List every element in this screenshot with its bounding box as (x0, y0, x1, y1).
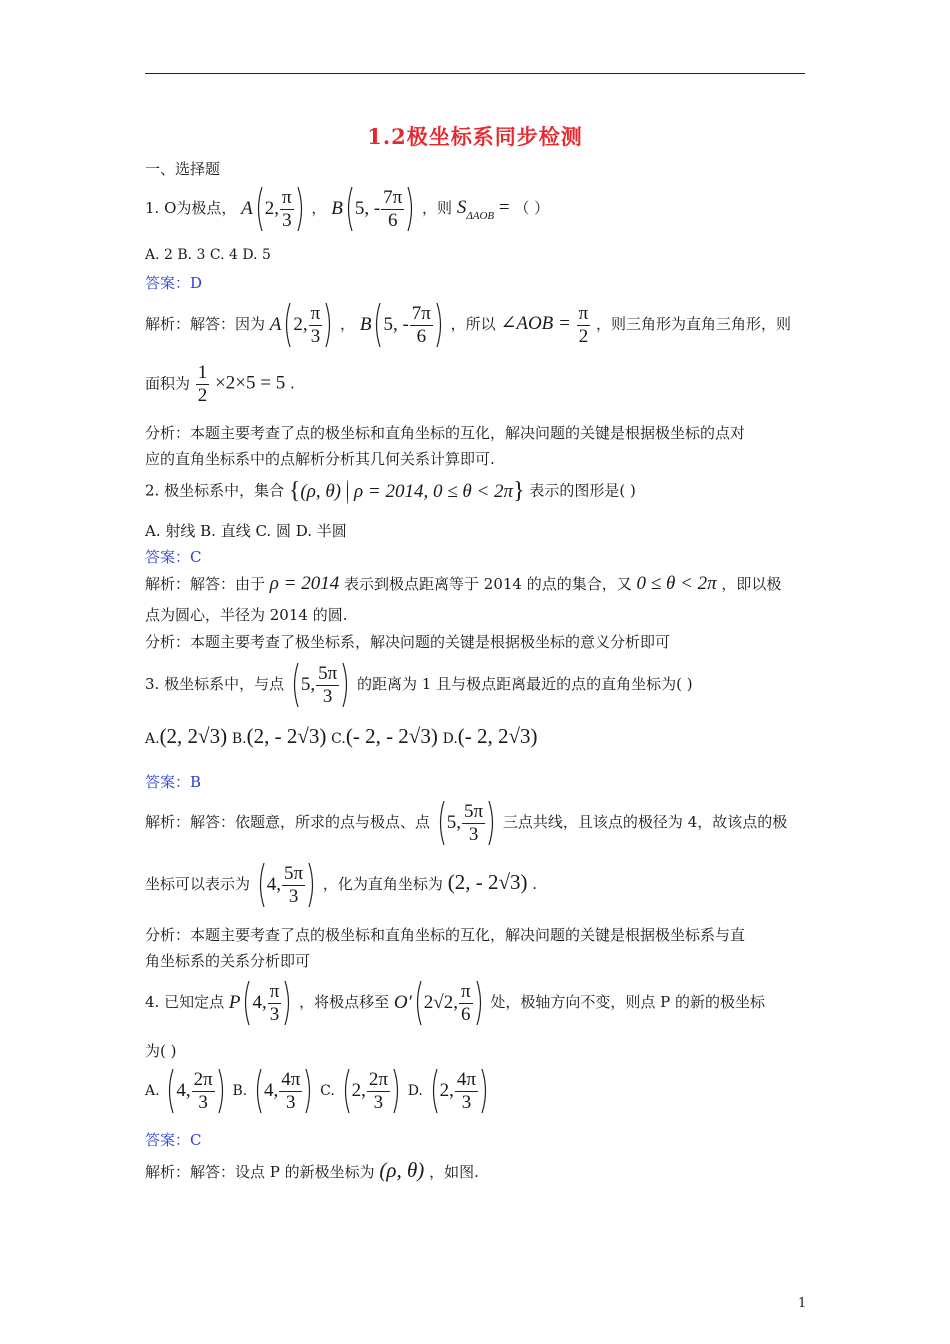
frac-den: 3 (192, 1091, 215, 1114)
line2-lead: 坐标可以表示为 (145, 875, 251, 893)
frac-num: 7π (411, 302, 431, 324)
q1-point-a (241, 186, 306, 232)
page-title: 1.2极坐标系同步检测 (367, 124, 583, 149)
option-c-value: (- 2, - 2√3) (345, 724, 438, 748)
q2-analysis (145, 573, 781, 595)
new-coord: (ρ, θ) (379, 1158, 425, 1182)
separator: ， (340, 315, 356, 333)
brace-left: { (288, 478, 301, 504)
point-p (229, 980, 294, 1026)
section-heading: 一、选择题 (145, 160, 221, 178)
q3-options (145, 724, 538, 749)
frac-num: 5π (464, 800, 484, 822)
rect-coord: (2, - 2√3) (447, 870, 528, 894)
analysis-tail: ，则三角形为直角三角形，则 (596, 315, 792, 333)
polar-coord (255, 862, 318, 908)
q2-tail: 表示的图形是( ) (529, 481, 636, 500)
option-c-label: C. (331, 731, 346, 747)
frac-den: 3 (279, 1091, 302, 1114)
question-1 (145, 186, 549, 232)
option-d-value (428, 1068, 491, 1114)
separator: ， (311, 199, 327, 217)
q2-answer: 答案：C (145, 548, 202, 566)
opt-rho: 2, (439, 1080, 454, 1101)
frac-den: 6 (410, 325, 433, 348)
point-a-rho: 2, (293, 314, 308, 335)
q4-lead: 4. 已知定点 (145, 993, 225, 1011)
q2-analysis-2: 点为圆心，半径为 2014 的圆. (145, 606, 348, 624)
o-prime-label: O′ (393, 992, 412, 1013)
q2-lead: 2. 极坐标系中，集合 (145, 481, 285, 500)
option-a-value: (2, 2√3) (159, 724, 228, 748)
frac-den: 2 (577, 325, 591, 348)
equals: = (498, 197, 510, 218)
q3-fenxi-2: 角坐标系的关系分析即可 (145, 952, 311, 970)
frac-den: 3 (367, 1091, 390, 1114)
option-a-value (164, 1068, 227, 1114)
point-b-label: B (331, 198, 343, 219)
q4-tail: 处，极轴方向不变，则点 P 的新的极坐标 (490, 993, 765, 1011)
q1-analysis (145, 302, 791, 348)
s-subscript: ΔAOB (466, 210, 495, 222)
frac-den: 3 (455, 1091, 478, 1114)
set-notation (289, 478, 525, 505)
set-condition: ρ = 2014, 0 ≤ θ < 2π (354, 480, 514, 502)
area-symbol (456, 197, 510, 222)
frac-den: 3 (316, 685, 339, 708)
point-p-rho: 4, (252, 992, 267, 1013)
frac-num: π (460, 980, 471, 1002)
option-b-label: B. (232, 1083, 248, 1099)
frac-num: 7π (383, 186, 403, 208)
frac-num: 5π (284, 862, 304, 884)
q4-line-2: 为( ) (145, 1042, 177, 1060)
question-3 (145, 662, 693, 708)
frac-num: π (282, 186, 292, 208)
opt-rho: 4, (264, 1080, 279, 1101)
coord-rho: 4, (266, 874, 282, 895)
q1-fenxi-2: 应的直角坐标系中的点解析分析其几何关系计算即可. (145, 450, 495, 468)
q4-analysis (145, 1158, 479, 1183)
option-b-value (252, 1068, 315, 1114)
analysis-tail: 三点共线，且该点的极径为 4，故该点的极 (502, 813, 788, 831)
analysis-lead: 解析：解答：设点 P 的新极坐标为 (145, 1163, 375, 1181)
frac-num: π (269, 980, 280, 1002)
question-4 (145, 980, 765, 1026)
opt-rho: 2, (351, 1080, 366, 1101)
q1-area-line (145, 362, 295, 407)
point-a-label: A (241, 198, 253, 219)
point-a-rho: 2, (264, 198, 280, 219)
period: . (290, 374, 295, 393)
frac-den: 3 (309, 325, 323, 348)
q1-answer: 答案：D (145, 274, 203, 292)
analysis-tail: ，如图. (429, 1163, 479, 1181)
frac-num: 5π (318, 662, 338, 684)
option-c-label: C. (320, 1083, 335, 1099)
theta-range: 0 ≤ θ < 2π (636, 573, 717, 594)
header-rule (145, 73, 805, 74)
set-bar (347, 480, 348, 504)
frac-den: 3 (462, 823, 485, 846)
option-d-label: D. (407, 1083, 423, 1099)
frac-den: 3 (280, 209, 294, 232)
opt-rho: 4, (176, 1080, 191, 1101)
q1-fenxi-1: 分析：本题主要考查了点的极坐标和直角坐标的互化，解决问题的关键是根据极坐标的点对 (145, 424, 746, 442)
analysis-mid: 表示到极点距离等于 2014 的点的集合，又 (344, 575, 632, 593)
point-rho: 5, (446, 812, 462, 833)
analysis-tail: ，即以极 (721, 575, 782, 593)
area-lead: 面积为 (145, 374, 191, 393)
q3-tail: 的距离为 1 且与极点距离最近的点的直角坐标为( ) (357, 675, 693, 693)
q1-options: A. 2 B. 3 C. 4 D. 5 (145, 247, 271, 263)
option-b-value: (2, - 2√3) (246, 724, 327, 748)
frac-den: 2 (197, 385, 208, 406)
q3-lead: 3. 极坐标系中，与点 (145, 675, 285, 693)
area-expression: ×2×5 = 5 (215, 372, 286, 394)
analysis-point-b (360, 302, 446, 348)
point-a-label: A (269, 314, 282, 335)
point-rho: 5, (300, 674, 316, 695)
frac-den: 6 (381, 209, 404, 232)
q3-analysis (145, 800, 787, 846)
frac-num: 4π (456, 1068, 477, 1090)
option-d-label: D. (442, 731, 458, 747)
angle-aob: ∠AOB = (500, 313, 571, 334)
frac-num: 1 (197, 362, 208, 383)
option-a-label: A. (145, 1083, 160, 1099)
analysis-point-a (270, 302, 335, 348)
line2-mid: ，化为直角坐标为 (322, 875, 443, 893)
q3-analysis-2 (145, 862, 537, 908)
frac-den: 6 (459, 1003, 473, 1026)
frac-num: 2π (368, 1068, 388, 1090)
frac-num: 4π (281, 1068, 301, 1090)
option-a-label: A. (145, 731, 160, 747)
rho-value: ρ = 2014 (269, 573, 340, 594)
q1-then: ，则 (422, 199, 453, 217)
o-prime-rho: 2√2, (423, 992, 458, 1013)
point-b-rho: 5, - (354, 198, 381, 219)
point-o-prime (394, 980, 486, 1026)
option-b-label: B. (231, 731, 247, 747)
answer-blank: （ ） (514, 199, 550, 217)
point-p-label: P (228, 992, 241, 1013)
q3-fenxi-1: 分析：本题主要考查了点的极坐标和直角坐标的互化，解决问题的关键是根据极坐标系与直 (145, 926, 746, 944)
q4-options (145, 1068, 491, 1114)
analysis-point (435, 800, 498, 846)
analysis-lead: 解析：解答：依题意，所求的点与极点、点 (145, 813, 431, 831)
point-b-rho: 5, - (383, 314, 409, 335)
period: . (532, 875, 538, 893)
q1-point-b (331, 186, 417, 232)
set-element: (ρ, θ) (300, 480, 342, 502)
q1-lead: 1. O为极点， (145, 199, 237, 217)
q4-answer: 答案：C (145, 1131, 202, 1149)
brace-right: } (513, 478, 525, 504)
page-number: 1 (798, 1296, 807, 1311)
q3-point (289, 662, 352, 708)
option-c-value (340, 1068, 403, 1114)
q2-fenxi: 分析：本题主要考查了极坐标系，解决问题的关键是根据极坐标的意义分析即可 (145, 633, 671, 651)
point-b-label: B (359, 314, 372, 335)
frac-den: 3 (282, 885, 305, 908)
option-d-value: (- 2, 2√3) (457, 724, 538, 748)
q3-answer: 答案：B (145, 773, 202, 791)
analysis-lead: 解析：解答：由于 (145, 575, 266, 593)
s-letter: S (456, 197, 467, 218)
analysis-lead: 解析：解答：因为 (145, 315, 266, 333)
frac-num: π (310, 302, 321, 324)
q2-options: A. 射线 B. 直线 C. 圆 D. 半圆 (145, 522, 347, 540)
frac-num: 2π (193, 1068, 213, 1090)
question-2 (145, 478, 636, 505)
so-text: ，所以 (450, 315, 496, 333)
frac-num: π (578, 302, 589, 324)
q4-mid: ，将极点移至 (299, 993, 390, 1011)
frac-den: 3 (268, 1003, 282, 1026)
